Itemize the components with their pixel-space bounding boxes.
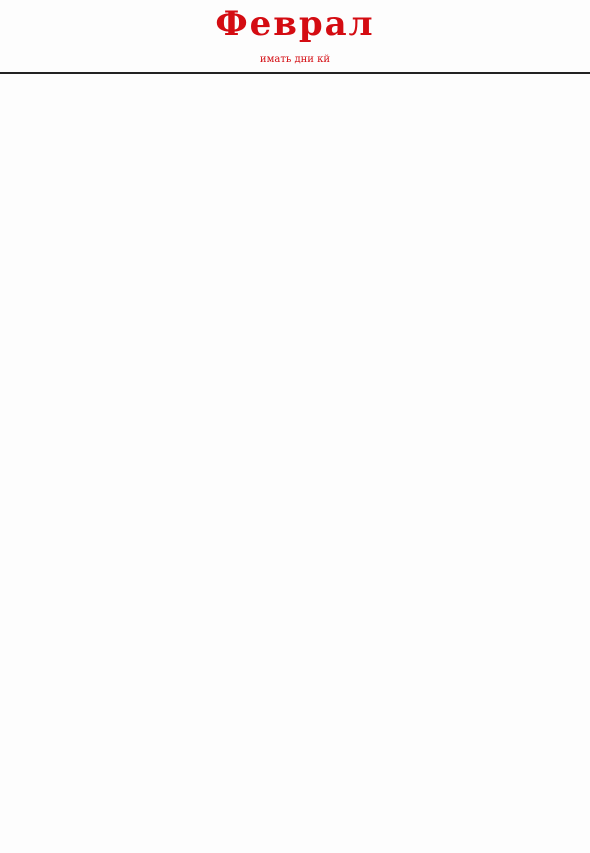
month-subtitle: имать дни кй (259, 54, 331, 65)
month-header (0, 0, 590, 74)
month-title: Феврал (215, 4, 375, 44)
